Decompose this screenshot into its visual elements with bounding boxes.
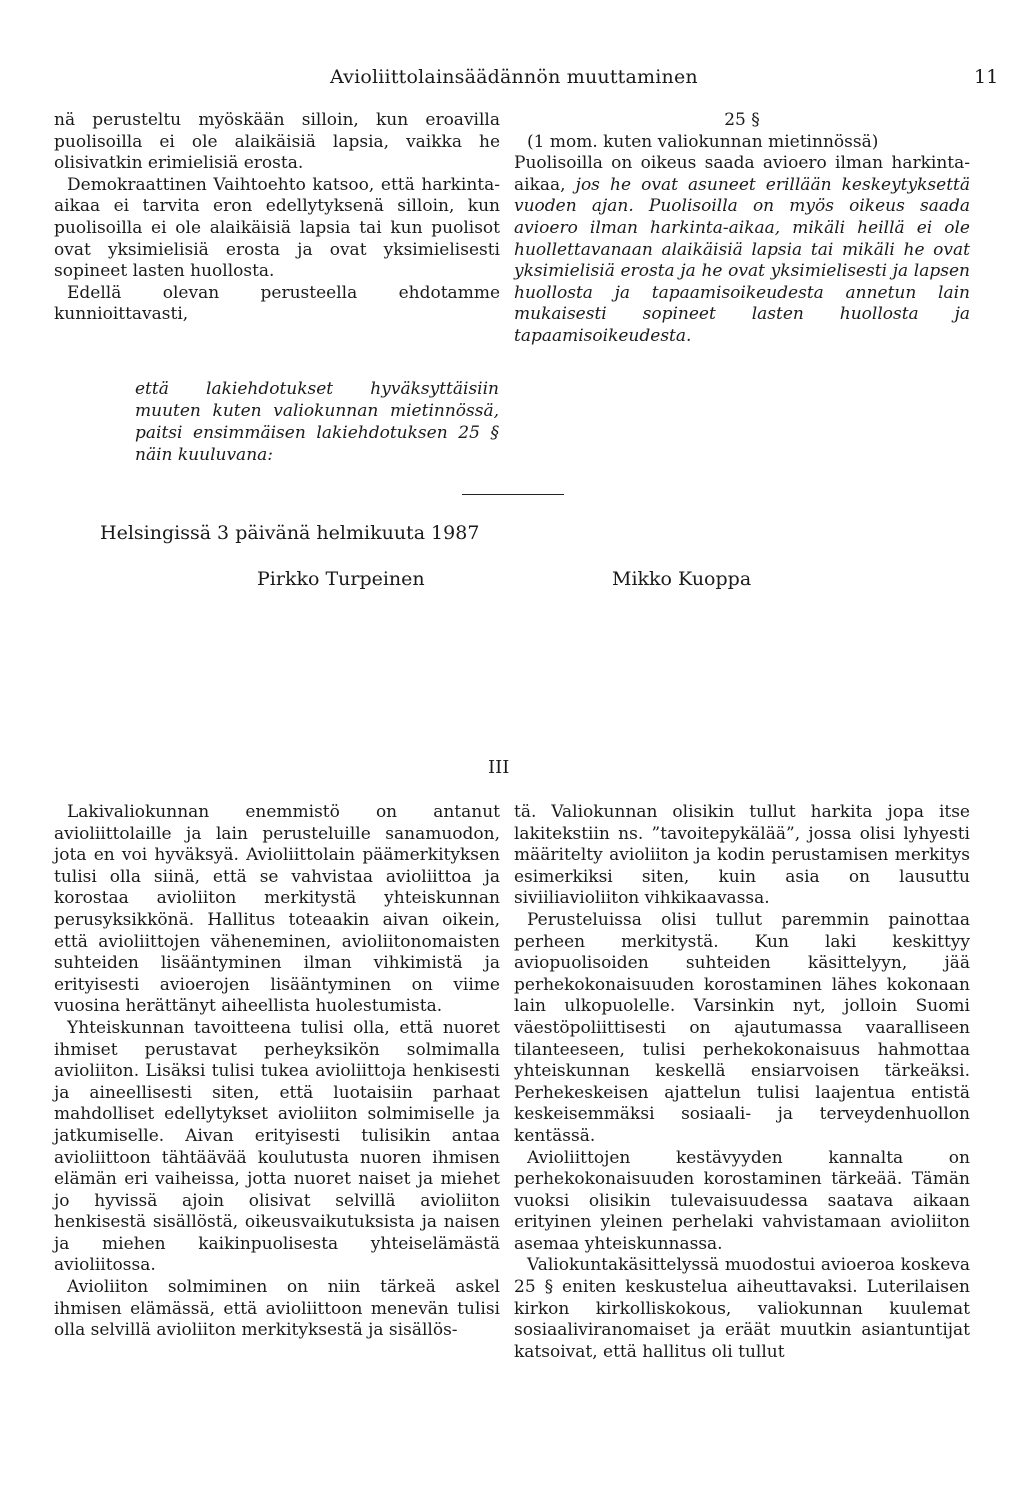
paragraph: tä. Valiokunnan olisikin tullut harkita jopa itse lakitekstiin ns. ”tavoitepykälää”, jossa olisi lyhyesti määritelty avioliiton ja kodin perustamisen merkitys esimerkiksi siten, kuin asia on lausuttu siviiliavioliiton vihkikaavassa. (514, 802, 970, 909)
motion-text: että lakiehdotukset hyväksyttäisiin muuten kuten valiokunnan mietinnössä, paitsi ensimmäisen lakiehdotuksen 25 § näin kuuluvana: (135, 379, 499, 465)
paragraph: Avioliiton solmiminen on niin tärkeä askel ihmisen elämässä, että avioliittoon menevän tulisi olla selvillä avioliiton merkityksestä ja sisällös- (54, 1277, 500, 1341)
paragraph: Yhteiskunnan tavoitteena tulisi olla, että nuoret ihmiset perustavat perheyksikön solmimalla avioliiton. Lisäksi tulisi tukea avioliittoja henkisesti ja aineellisesti siten, että luotaisiin parhaat mahdolliset edellytykset avioliiton solmimiselle ja jatkumiselle. Aivan erityisesti tulisikin antaa avioliittoon tähtäävää koulutusta nuoren ihmisen elämän eri vaiheissa, jotta nuoret naiset ja miehet jo hyvissä ajoin olisivat selvillä avioliiton henkisestä sisällöstä, oikeusvaikutuksista ja naisen ja miehen kaikinpuolisesta yhteiselämästä avioliitossa. (54, 1017, 500, 1276)
law-text-plain: Puolisoilla on oikeus saada avioero ilman harkinta-aikaa, (514, 153, 970, 195)
paragraph: Lakivaliokunnan enemmistö on antanut avioliittolaille ja lain perusteluille sanamuodon, jota en voi hyväksyä. Avioliittolain päämerkityksen tulisi olla siinä, että se vahvistaa avioliittoa ja korostaa avioliiton merkitystä yhteiskunnan perusyksikkönä. Hallitus toteaakin aivan oikein, että avioliittojen väheneminen, avioliitonomaisten suhteiden lisääntyminen ilman vihkimistä ja erityisesti avioerojen lisääntyminen on viime vuosina herättänyt aiheellista huolestumista. (54, 802, 500, 1017)
paragraph: Valiokuntakäsittelyssä muodostui avioeroa koskeva 25 § eniten keskustelua aiheuttavaksi. Luterilaisen kirkon kirkolliskokous, valiokunnan kuulemat sosiaaliviranomaiset ja eräät muutkin asiantuntijat katsoivat, että hallitus oli tullut (514, 1255, 970, 1362)
separator-rule (462, 494, 564, 495)
paragraph: nä perusteltu myöskään silloin, kun eroavilla puolisoilla ei ole alaikäisiä lapsia, vaikka he olisivatkin erimielisiä erosta. (54, 110, 500, 174)
signer-name: Pirkko Turpeinen (257, 568, 425, 590)
top-right-column (514, 110, 970, 348)
section-heading: 25 § (724, 110, 760, 130)
paragraph: Demokraattinen Vaihtoehto katsoo, että harkinta-aikaa ei tarvita eron edellytyksenä silloin, kun puolisoilla ei ole alaikäisiä lapsia tai kun puolisot ovat yksimielisiä erosta ja ovat yksimielisesti sopineet lasten huollosta. (54, 174, 500, 282)
paragraph: Perusteluissa olisi tullut paremmin painottaa perheen merkitystä. Kun laki keskittyy aviopuolisoiden suhteiden käsittelyyn, jää perhekokonaisuuden korostaminen lähes kokonaan lain ulkopuolelle. Varsinkin nyt, jolloin Suomi väestöpoliittisesti on ajautumassa vaaralliseen tilanteeseen, tulisi perhekokonaisuus hahmottaa yhteiskunnan keskellä ensiarvoisen tärkeäksi. Perhekeskeisen ajattelun tulisi laajentua entistä keskeisemmäksi sosiaali- ja terveydenhuollon kentässä. (514, 909, 970, 1146)
place-date: Helsingissä 3 päivänä helmikuuta 1987 (100, 522, 480, 544)
page-number: 11 (974, 66, 999, 88)
law-section-text (514, 132, 970, 348)
paragraph: Avioliittojen kestävyyden kannalta on perhekokonaisuuden korostaminen tärkeää. Tämän vuoksi olisikin tulevaisuudessa saatava aikaan erityinen yleinen perhelaki vahvistamaan avioliiton asemaa yhteiskunnassa. (514, 1147, 970, 1254)
bottom-right-column (514, 802, 970, 1363)
top-left-column (54, 110, 500, 326)
paragraph: Edellä olevan perusteella ehdotamme kunnioittavasti, (54, 282, 500, 325)
section-note: (1 mom. kuten valiokunnan mietinnössä) (527, 131, 879, 152)
running-header-title: Avioliittolainsäädännön muuttaminen (330, 66, 698, 88)
bottom-left-column (54, 802, 500, 1342)
section-numeral: III (488, 757, 510, 778)
law-text-italic: jos he ovat asuneet erillään keskeytyksettä vuoden ajan. Puolisoilla on myös oikeus saada avioero ilman harkinta-aikaa, mikäli heillä ei ole huollettavanaan alaikäisiä lapsia tai mikäli he ovat yksimielisiä erosta ja he ovat yksimielisesti ja lapsen huollosta ja tapaamisoikeudesta annetun lain mukaisesti sopineet lasten huollosta ja tapaamisoikeudesta. (514, 174, 970, 346)
signer-name: Mikko Kuoppa (612, 568, 752, 590)
